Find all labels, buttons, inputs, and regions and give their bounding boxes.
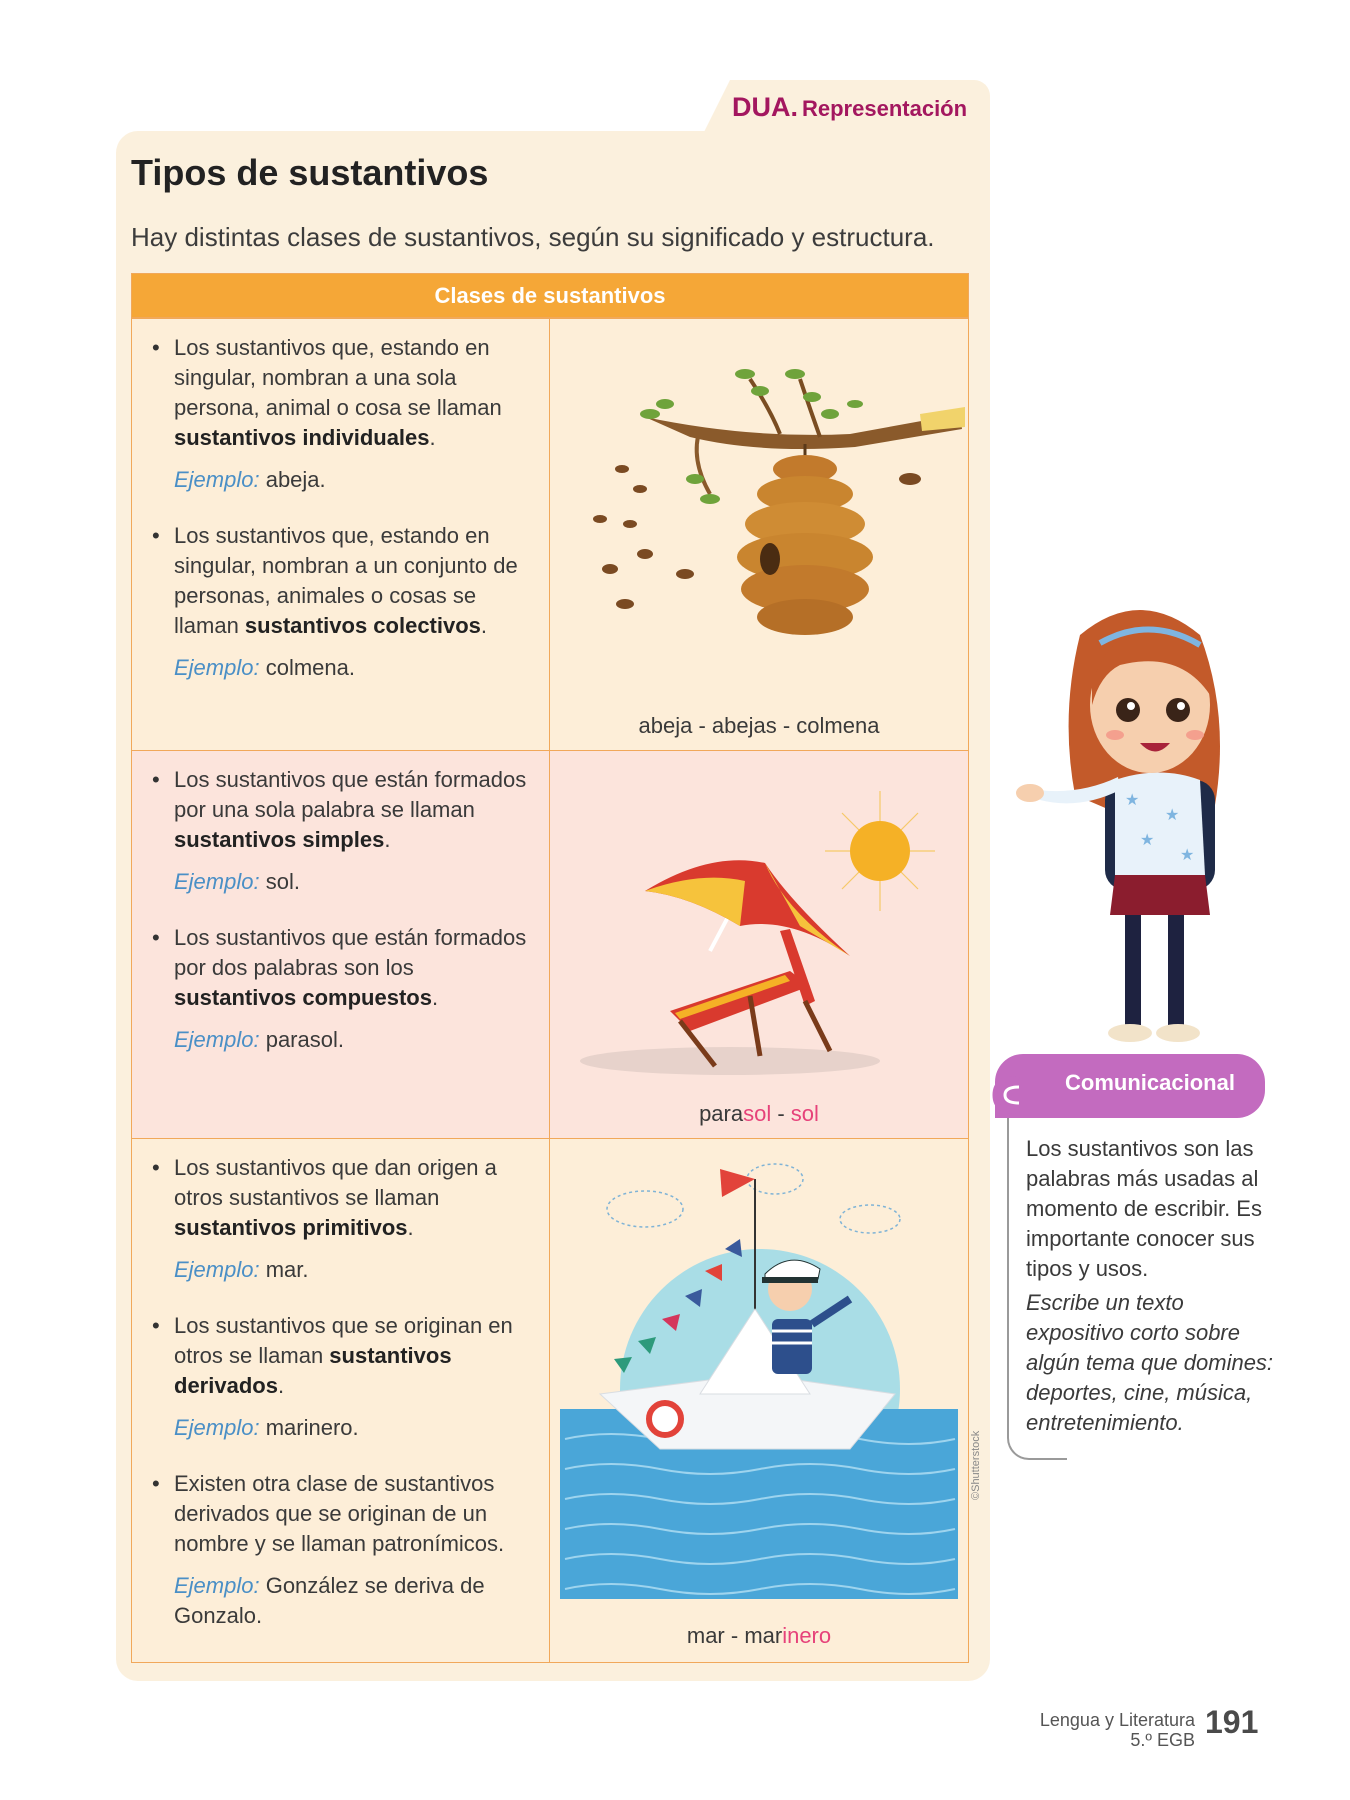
caption-separator: -	[771, 1101, 791, 1126]
caption-part: mar - mar	[686, 1623, 783, 1648]
item-text: Los sustantivos que están formados por una sola palabra se llaman	[174, 767, 527, 822]
table-row	[132, 750, 968, 1138]
grade-label: 5.º EGB	[1130, 1730, 1195, 1750]
item-term: sustantivos derivados	[174, 1343, 452, 1398]
table-text-cell	[132, 319, 550, 750]
example-label: Ejemplo:	[174, 1257, 260, 1282]
item-end: .	[431, 985, 439, 1010]
list-item	[152, 765, 531, 855]
page-number: 191	[1205, 1704, 1259, 1740]
item-end: .	[480, 613, 488, 638]
example	[174, 1025, 531, 1055]
caption-highlight: inero	[782, 1623, 832, 1648]
example-label: Ejemplo:	[174, 1573, 260, 1598]
caption-highlight: sol	[743, 1101, 772, 1126]
item-term: sustantivos simples	[174, 827, 385, 852]
svg-text:★: ★	[1140, 832, 1155, 849]
example-text: sol.	[259, 869, 300, 894]
item-end: .	[407, 1215, 414, 1240]
row-caption: abeja - abejas - colmena	[638, 713, 880, 738]
subject-name: Lengua y Literatura	[1039, 1710, 1195, 1730]
svg-text:★: ★	[1180, 847, 1195, 864]
footer-subject	[1000, 1710, 1195, 1750]
item-term: sustantivos compuestos	[174, 985, 432, 1010]
item-text: Los sustantivos que se originan en otros se llaman	[174, 1313, 513, 1368]
svg-text:★: ★	[1165, 807, 1180, 824]
item-term: sustantivos primitivos	[174, 1215, 408, 1240]
dua-title: DUA.	[732, 92, 798, 122]
list-item	[152, 333, 531, 453]
row-caption	[550, 1101, 968, 1127]
example-label: Ejemplo:	[174, 1027, 260, 1052]
table-row	[132, 1138, 968, 1662]
beehive-illustration	[550, 319, 968, 699]
example-text: González se deriva de Gonzalo.	[174, 1573, 485, 1628]
side-text: Los sustantivos son las palabras más usadas al momento de escribir. Es importante conocer sus tipos y usos.	[1026, 1136, 1262, 1281]
girl-illustration	[1000, 595, 1260, 1055]
table-image-cell	[550, 751, 968, 1138]
item-text: Existen otra clase de sustantivos derivados que se originan de un nombre y se llaman patronímicos.	[174, 1471, 505, 1556]
example	[174, 1413, 531, 1443]
page-subtitle: Hay distintas clases de sustantivos, según su significado y estructura.	[131, 222, 935, 252]
table-text-cell	[132, 1139, 550, 1662]
svg-text:★: ★	[1125, 792, 1140, 809]
side-box-text	[1026, 1134, 1276, 1438]
item-end: .	[277, 1373, 285, 1398]
example-label: Ejemplo:	[174, 655, 260, 680]
list-item	[152, 923, 531, 1013]
dua-subtitle: Representación	[802, 96, 968, 121]
example-text: parasol.	[259, 1027, 344, 1052]
example-label: Ejemplo:	[174, 1415, 260, 1440]
dua-label	[732, 92, 967, 123]
comunicacional-label: Comunicacional	[1065, 1070, 1235, 1095]
example	[174, 1571, 531, 1631]
row-caption	[550, 1623, 968, 1649]
list-item	[152, 1311, 531, 1401]
example-label: Ejemplo:	[174, 869, 260, 894]
caption-part: para	[699, 1101, 744, 1126]
side-italic-text: Escribe un texto expositivo corto sobre algún tema que domines: deportes, cine, música, entretenimiento.	[1026, 1290, 1274, 1435]
item-text: Los sustantivos que están formados por dos palabras son los	[174, 925, 527, 980]
example	[174, 867, 531, 897]
list-item	[152, 521, 531, 641]
list-item	[152, 1469, 531, 1559]
example-text: colmena.	[259, 655, 355, 680]
noun-classes-table	[131, 273, 969, 1663]
caption-highlight: sol	[790, 1101, 819, 1126]
c-logo-icon	[991, 1073, 1027, 1117]
item-term: sustantivos colectivos	[244, 613, 481, 638]
paper-boat-illustration	[550, 1139, 968, 1609]
example	[174, 1255, 531, 1285]
table-heading: Clases de sustantivos	[132, 274, 968, 318]
table-text-cell	[132, 751, 550, 1138]
item-text: Los sustantivos que, estando en singular, nombran a un conjunto de personas, animales o cosas se llaman	[174, 523, 518, 638]
example-label: Ejemplo:	[174, 467, 260, 492]
item-end: .	[429, 425, 436, 450]
item-end: .	[384, 827, 391, 852]
page-title: Tipos de sustantivos	[131, 152, 489, 193]
table-row	[132, 318, 968, 750]
example-text: marinero.	[259, 1415, 359, 1440]
table-image-cell	[550, 1139, 968, 1662]
example-text: mar.	[259, 1257, 309, 1282]
item-text: Los sustantivos que, estando en singular, nombran a una sola persona, animal o cosa se llaman	[174, 335, 502, 420]
example	[174, 653, 531, 683]
table-image-cell	[550, 319, 968, 750]
example-text: abeja.	[259, 467, 326, 492]
parasol-illustration	[550, 751, 968, 1091]
list-item	[152, 1153, 531, 1243]
image-credit: ©Shutterstock	[970, 1430, 982, 1500]
item-text: Los sustantivos que dan origen a otros sustantivos se llaman	[174, 1155, 497, 1210]
item-term: sustantivos individuales	[174, 425, 430, 450]
example	[174, 465, 531, 495]
